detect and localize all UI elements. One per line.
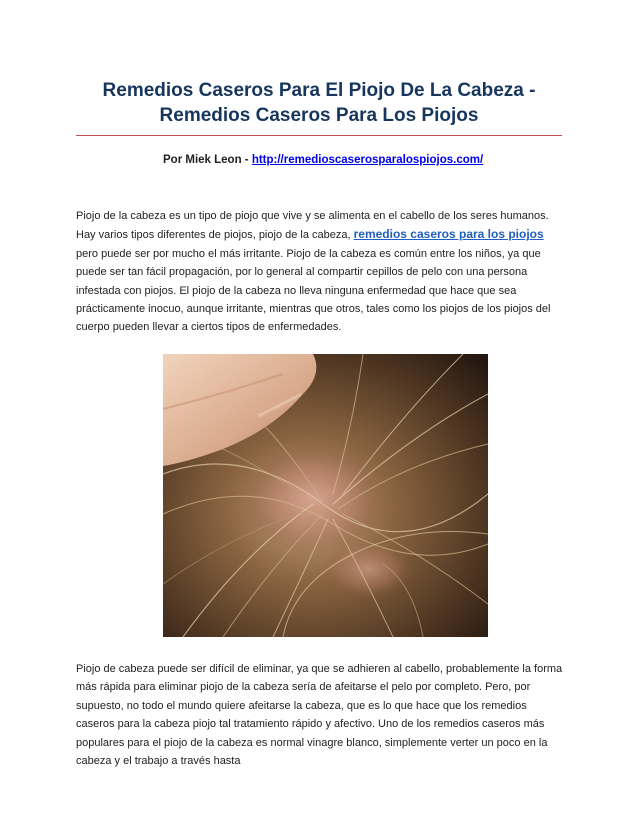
paragraph-2: Piojo de cabeza puede ser difícil de eliminar, ya que se adhieren al cabello, probablemente la forma más rápida para eliminar piojo de la cabeza sería de afeitarse el pelo por completo. Pero, por supuesto, no todo el mundo quiere afeitarse la cabeza, que es lo que hace que los remedios caseros para la cabeza piojo tal tratamiento rápido y afectivo. Uno de los remedios caseros más populares para el piojo de la cabeza es normal vinagre blanco, simplemente verter un poco en la cabeza y el trabajo a través hasta [76, 663, 563, 768]
title-line-1: Remedios Caseros Para El Piojo De La Cabeza - [102, 80, 536, 101]
paragraph-1-text-a: Piojo de la cabeza es un tipo de piojo que vive y se alimenta en el cabello de los seres humanos. Hay varios tipos diferentes de piojos, piojo de la cabeza, [76, 210, 549, 242]
byline-url-link[interactable]: http://remedioscaserosparalospiojos.com/ [251, 154, 484, 166]
title-divider [76, 135, 562, 136]
title-line-2: Remedios Caseros Para Los Piojos [159, 105, 479, 126]
paragraph-1 [76, 207, 566, 337]
document-title [78, 78, 560, 128]
paragraph-1-text-b: pero puede ser por mucho el más irritante. Piojo de la cabeza es común entre los niños, ya que puede ser tan fácil propagación, por lo general al compartir cepillos de pelo con una persona infestada con piojos. El piojo de la cabeza no lleva ninguna enfermedad que hace que sea prácticamente inocuo, aunque irritante, mientras que otros, tales como los piojos de los piojos del cuerpo pueden llevar a ciertos tipos de enfermedades. [76, 247, 551, 334]
keyword-link[interactable]: remedios caseros para los piojos [353, 227, 544, 242]
byline [163, 154, 483, 166]
scalp-hair-photo [163, 354, 488, 637]
byline-author: Por Miek Leon - [163, 154, 252, 166]
